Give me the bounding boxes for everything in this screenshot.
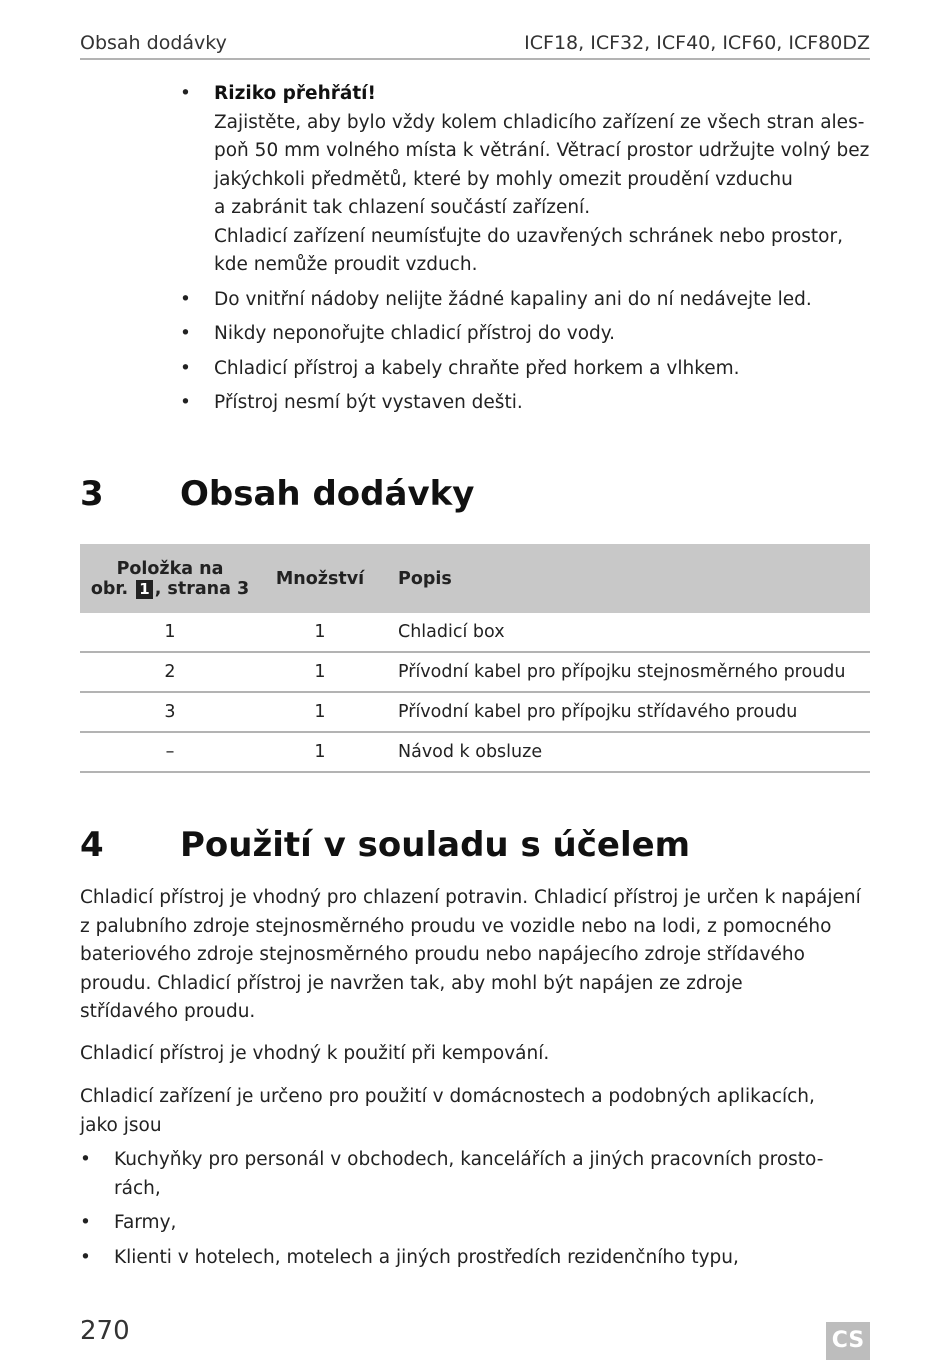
list-item-line: Farmy, <box>114 1212 177 1233</box>
cell-description: Návod k obsluze <box>380 732 870 772</box>
cell-item: 2 <box>80 652 260 692</box>
warning-text: Chladicí přístroj a kabely chraňte před horkem a vlhkem. <box>214 357 740 379</box>
overheat-warning-title: Riziko přehřátí! <box>214 83 376 104</box>
camping-paragraph <box>80 1040 880 1069</box>
bullet-icon: • <box>80 1149 91 1170</box>
warning-item <box>180 389 880 418</box>
warning-item <box>180 320 880 349</box>
cell-quantity: 1 <box>260 613 380 652</box>
list-item <box>80 1146 860 1203</box>
cell-description: Chladicí box <box>380 613 870 652</box>
section-title: Použití v souladu s účelem <box>180 825 691 865</box>
column-header-item-line2 <box>80 579 260 599</box>
bullet-icon: • <box>180 288 191 310</box>
intended-use-paragraph <box>80 884 880 1027</box>
cell-quantity: 1 <box>260 692 380 732</box>
page-number: 270 <box>80 1316 130 1346</box>
overheat-text-line: jakýchkoli předmětů, které by mohly omezit proudění vzduchu <box>214 168 793 190</box>
application-list <box>80 1146 860 1278</box>
section-number: 4 <box>80 825 104 865</box>
bullet-icon: • <box>180 392 191 413</box>
table-row <box>80 613 870 652</box>
household-use-paragraph <box>80 1083 880 1140</box>
column-header-item <box>80 544 260 613</box>
cell-description: Přívodní kabel pro přípojku stejnosměrného proudu <box>380 652 870 692</box>
warning-item <box>180 286 880 315</box>
overheat-text-line: Chladicí zařízení neumísťujte do uzavřených schránek nebo prostor, <box>214 225 843 247</box>
bullet-icon: • <box>180 323 191 344</box>
overheat-text-line: Zajistěte, aby bylo vždy kolem chladicího zařízení ze všech stran ales- <box>214 111 865 133</box>
page-ref-label: , strana 3 <box>154 578 250 599</box>
language-badge: CS <box>826 1322 870 1360</box>
paragraph-line: Chladicí přístroj je vhodný k použití při kempování. <box>80 1043 550 1064</box>
paragraph-line: z palubního zdroje stejnosměrného proudu ve vozidle nebo na lodi, z pomocného <box>80 915 832 937</box>
paragraph-line: Chladicí přístroj je vhodný pro chlazení potravin. Chladicí přístroj je určen k napájení <box>80 887 861 908</box>
section-number: 3 <box>80 474 104 514</box>
paragraph-line: Chladicí zařízení je určeno pro použití v domácnostech a podobných aplikacích, <box>80 1086 815 1107</box>
cell-quantity: 1 <box>260 732 380 772</box>
overheat-text-line: a zabránit tak chlazení součástí zařízení. <box>214 197 591 218</box>
list-item-line: Klienti v hotelech, motelech a jiných prostředích rezidenčního typu, <box>114 1246 739 1268</box>
paragraph-line: proudu. Chladicí přístroj je navržen tak, aby mohl být napájen ze zdroje <box>80 972 743 994</box>
figure-number-badge: 1 <box>136 580 152 599</box>
delivery-contents-table <box>80 544 870 773</box>
table-header-row <box>80 544 870 613</box>
cell-quantity: 1 <box>260 652 380 692</box>
overheat-text-line: kde nemůže proudit vzduch. <box>214 254 478 275</box>
paragraph-line: bateriového zdroje stejnosměrného proudu nebo napájecího zdroje střídavého <box>80 944 805 965</box>
column-header-quantity: Množství <box>260 544 380 613</box>
header-section-title: Obsah dodávky <box>80 32 227 54</box>
cell-item: – <box>80 732 260 772</box>
list-item <box>80 1209 860 1238</box>
warning-item-overheat <box>180 80 880 280</box>
list-item <box>80 1244 860 1273</box>
safety-warnings-list <box>180 80 880 424</box>
table-row <box>80 732 870 772</box>
page-header <box>80 30 870 60</box>
column-header-description: Popis <box>380 544 870 613</box>
bullet-icon: • <box>180 83 191 104</box>
bullet-icon: • <box>180 357 191 379</box>
cell-item: 1 <box>80 613 260 652</box>
figure-ref-label: obr. <box>90 578 129 599</box>
column-header-item-line1: Položka na <box>116 558 224 579</box>
cell-description: Přívodní kabel pro přípojku střídavého proudu <box>380 692 870 732</box>
warning-text: Přístroj nesmí být vystaven dešti. <box>214 392 523 413</box>
table-row <box>80 692 870 732</box>
paragraph-line: střídavého proudu. <box>80 1001 256 1022</box>
table-row <box>80 652 870 692</box>
bullet-icon: • <box>80 1212 91 1233</box>
cell-item: 3 <box>80 692 260 732</box>
warning-text: Do vnitřní nádoby nelijte žádné kapaliny ani do ní nedávejte led. <box>214 288 812 310</box>
paragraph-line: jako jsou <box>80 1114 162 1136</box>
section-title: Obsah dodávky <box>180 474 475 514</box>
overheat-text-line: poň 50 mm volného místa k větrání. Větrací prostor udržujte volný bez <box>214 140 870 161</box>
bullet-icon: • <box>80 1246 91 1268</box>
header-model-list: ICF18, ICF32, ICF40, ICF60, ICF80DZ <box>524 32 870 54</box>
warning-text: Nikdy neponořujte chladicí přístroj do vody. <box>214 323 615 344</box>
warning-item <box>180 355 880 384</box>
list-item-line: rách, <box>114 1177 161 1199</box>
list-item-line: Kuchyňky pro personál v obchodech, kancelářích a jiných pracovních prosto- <box>114 1149 824 1170</box>
